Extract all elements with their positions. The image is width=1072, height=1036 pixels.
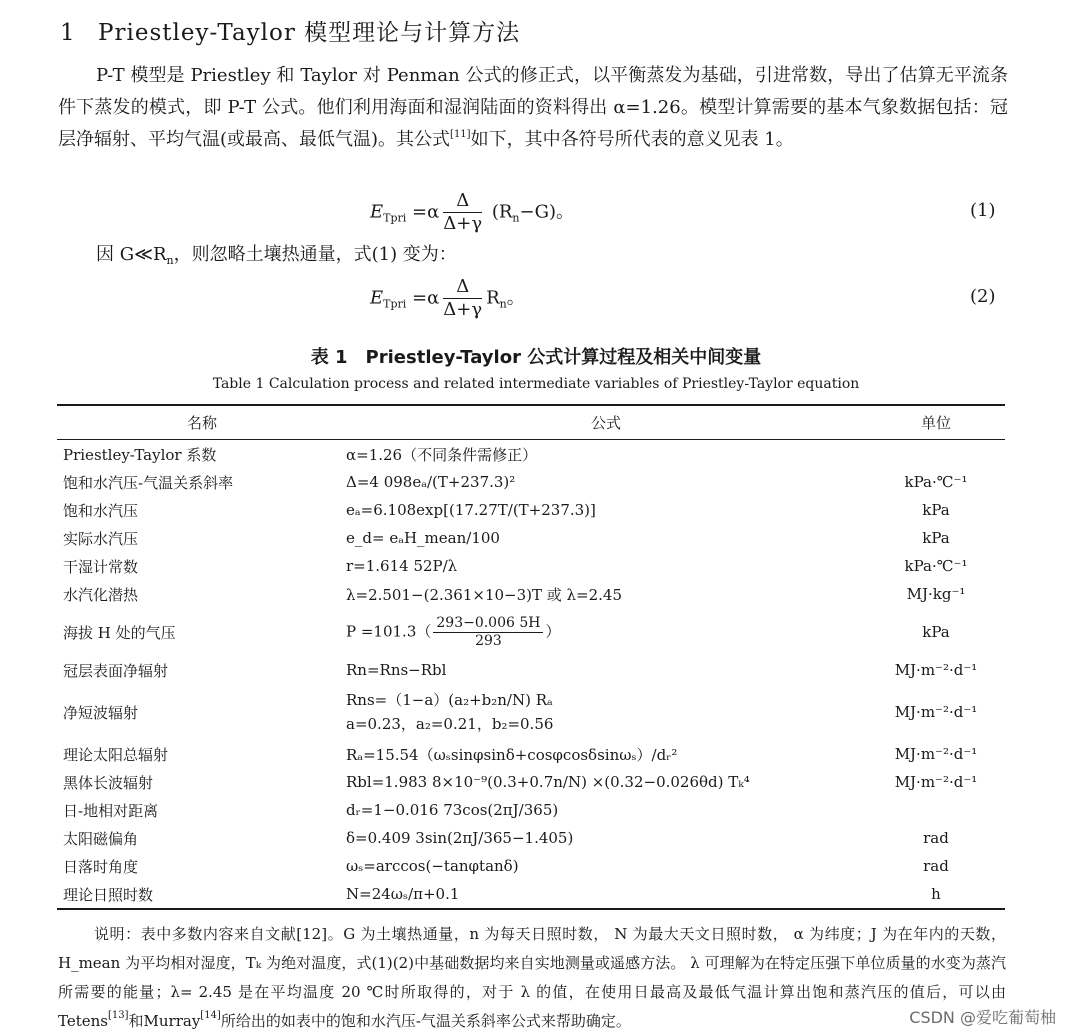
row-formula [342,608,867,656]
note-text-b: 和Murray [128,1012,201,1030]
equation-1 [370,190,574,235]
row-name: 实际水汽压 [63,529,139,548]
eq2-numerator: Δ [443,276,482,299]
eq2-lhs: E [370,287,384,309]
section-number: 1 [60,20,76,46]
eq1-fraction [443,190,482,235]
row-formula: e_d= eₐH_mean/100 [346,529,500,547]
row-name: 冠层表面净辐射 [63,661,169,680]
row-unit: MJ·m⁻²·d⁻¹ [894,661,978,679]
pressure-fraction [433,615,543,650]
table-row [57,852,1005,880]
eq1-numerator: Δ [443,190,482,213]
eq1-rhs-sub: n [512,211,520,225]
row-unit: kPa·℃⁻¹ [904,473,968,491]
eq2-rhs-sub: n [499,297,507,311]
transition-a: 因 G≪R [96,244,167,265]
row-formula: ωₛ=arccos(−tanφtanδ) [346,857,519,875]
equation-2 [370,276,525,321]
table-row [57,468,1005,496]
row-formula: r=1.614 52P/λ [346,557,458,575]
intro-paragraph [58,60,1008,156]
row-unit: MJ·m⁻²·d⁻¹ [894,703,978,721]
table-row [57,880,1005,909]
row-unit: kPa [922,623,950,641]
eq1-rhs: (R [486,201,513,223]
header-formula: 公式 [342,405,867,440]
pressure-formula-suffix: ） [545,622,561,640]
table-row [57,768,1005,796]
eq1-lhs-sub: Tpri [383,211,407,225]
eq2-fraction [443,276,482,321]
eq2-rhs-tail: 。 [506,287,525,309]
section-heading [60,14,520,47]
citation-ref-14[interactable]: [14] [200,1010,221,1021]
table-row [57,524,1005,552]
equation-2-number: (2) [970,286,996,307]
table-note [58,920,1006,1036]
table-row [57,824,1005,852]
shortwave-constants: a=0.23，a₂=0.21，b₂=0.56 [346,715,554,733]
row-unit: MJ·m⁻²·d⁻¹ [894,745,978,763]
row-formula: eₐ=6.108exp[(17.27T/(T+237.3)] [346,501,596,519]
pressure-formula-prefix: P =101.3（ [346,622,432,640]
row-unit: kPa [922,501,950,519]
table-row [57,496,1005,524]
row-formula: Δ=4 098eₐ/(T+237.3)² [346,473,516,491]
eq2-rhs: R [486,287,500,309]
pressure-numerator: 293−0.006 5H [433,615,543,633]
table-caption-cn: 表 1 Priestley-Taylor 公式计算过程及相关中间变量 [310,347,762,368]
row-name: 水汽化潜热 [63,585,139,604]
row-name: 理论太阳总辐射 [63,745,169,764]
row-name: 饱和水汽压-气温关系斜率 [63,473,234,492]
csdn-watermark: CSDN @爱吃葡萄柚 [909,1008,1056,1027]
row-formula: Rₐ=15.54（ωₛsinφsinδ+cosφcosδsinωₛ）/dᵣ² [346,745,678,764]
row-name: 海拔 H 处的气压 [63,623,176,642]
eq1-eqsign: =α [406,201,440,223]
note-text-c: 所给出的如表中的饱和水汽压-气温关系斜率公式来帮助确定。 [220,1012,631,1030]
row-unit: rad [923,857,949,875]
row-formula: Rn=Rns−Rbl [346,661,447,679]
eq2-eqsign: =α [406,287,440,309]
citation-ref[interactable]: [11] [450,129,471,140]
table-row [57,440,1005,469]
row-formula: δ=0.409 3sin(2πJ/365−1.405) [346,829,574,847]
note-text-a: 说明：表中多数内容来自文献[12]。G 为土壤热通量，n 为每天日照时数， N 为最大天文日照时数， α 为纬度；J 为在年内的天数，H_mean 为平均相对湿度，Tₖ 为绝对温度，式(1)(2)中基础数据均来自实地测量或遥感方法。 λ 可理解为在特定压强下单位质量的水变为蒸汽所需要的能量；λ= 2.45 是在平均温度 20 ℃时所取得的，对于 λ 的值，在使用日最高及最低气温计算出饱和蒸汽压的值后，可以由 Tetens [58,925,1006,1030]
variables-table [57,404,1005,910]
header-name: 名称 [57,405,342,440]
row-name: 黑体长波辐射 [63,773,154,792]
eq1-rhs-tail: −G)。 [519,201,574,223]
row-unit [867,440,1005,469]
transition-sub: n [166,254,174,267]
table-row [57,656,1005,684]
row-formula [342,684,867,740]
eq1-denominator: Δ+γ [443,213,483,234]
table-caption-en: Table 1 Calculation process and related intermediate variables of Priestley-Taylor equation [212,376,860,392]
equation-1-number: (1) [970,200,996,221]
intro-text-b: 如下，其中各符号所代表的意义见表 1。 [470,129,794,150]
row-formula: N=24ωₛ/π+0.1 [342,880,867,909]
table-row [57,552,1005,580]
eq1-lhs: E [370,201,384,223]
table-row [57,608,1005,656]
row-formula: Rbl=1.983 8×10⁻⁹(0.3+0.7n/N) ×(0.32−0.026θd) Tₖ⁴ [346,773,750,791]
citation-ref-13[interactable]: [13] [107,1010,129,1021]
eq2-denominator: Δ+γ [443,299,483,320]
row-unit: rad [923,829,949,847]
row-unit [867,796,1005,824]
row-unit: MJ·m⁻²·d⁻¹ [894,773,978,791]
table-row [57,796,1005,824]
transition-sentence [58,240,1008,267]
row-name: 净短波辐射 [63,703,139,722]
table-row [57,580,1005,608]
pressure-denominator: 293 [475,632,502,649]
table-row [57,684,1005,740]
row-unit: kPa·℃⁻¹ [904,557,968,575]
row-formula: dᵣ=1−0.016 73cos(2πJ/365) [346,801,559,819]
row-formula: λ=2.501−(2.361×10−3)T 或 λ=2.45 [346,585,623,604]
row-name: Priestley-Taylor 系数 [63,445,217,464]
row-name: 太阳磁偏角 [63,829,139,848]
row-name: 理论日照时数 [57,880,342,909]
row-unit: h [867,880,1005,909]
row-name: 干湿计常数 [63,557,139,576]
row-unit: MJ·kg⁻¹ [906,585,966,603]
row-formula: α=1.26（不同条件需修正） [346,445,538,464]
section-title: Priestley-Taylor 模型理论与计算方法 [98,20,521,46]
row-name: 日落时角度 [63,857,139,876]
transition-b: ，则忽略土壤热通量，式(1) 变为： [173,244,457,265]
row-name: 饱和水汽压 [63,501,139,520]
header-unit: 单位 [867,405,1005,440]
table-row [57,740,1005,768]
intro-text-a: P-T 模型是 Priestley 和 Taylor 对 Penman 公式的修正式，以平衡蒸发为基础，引进常数，导出了估算无平流条件下蒸发的模式，即 P-T 公式。他们利用海面和湿润陆面的资料得出 α=1.26。模型计算需要的基本气象数据包括：冠层净辐射、平均气温(或最高、最低气温)。其公式 [58,65,1008,150]
row-name: 日-地相对距离 [63,801,159,820]
table-header-row [57,405,1005,440]
row-unit: kPa [922,529,950,547]
shortwave-formula: Rns=（1−a）(a₂+b₂n/N) Rₐ [346,691,553,709]
eq2-lhs-sub: Tpri [383,297,407,311]
